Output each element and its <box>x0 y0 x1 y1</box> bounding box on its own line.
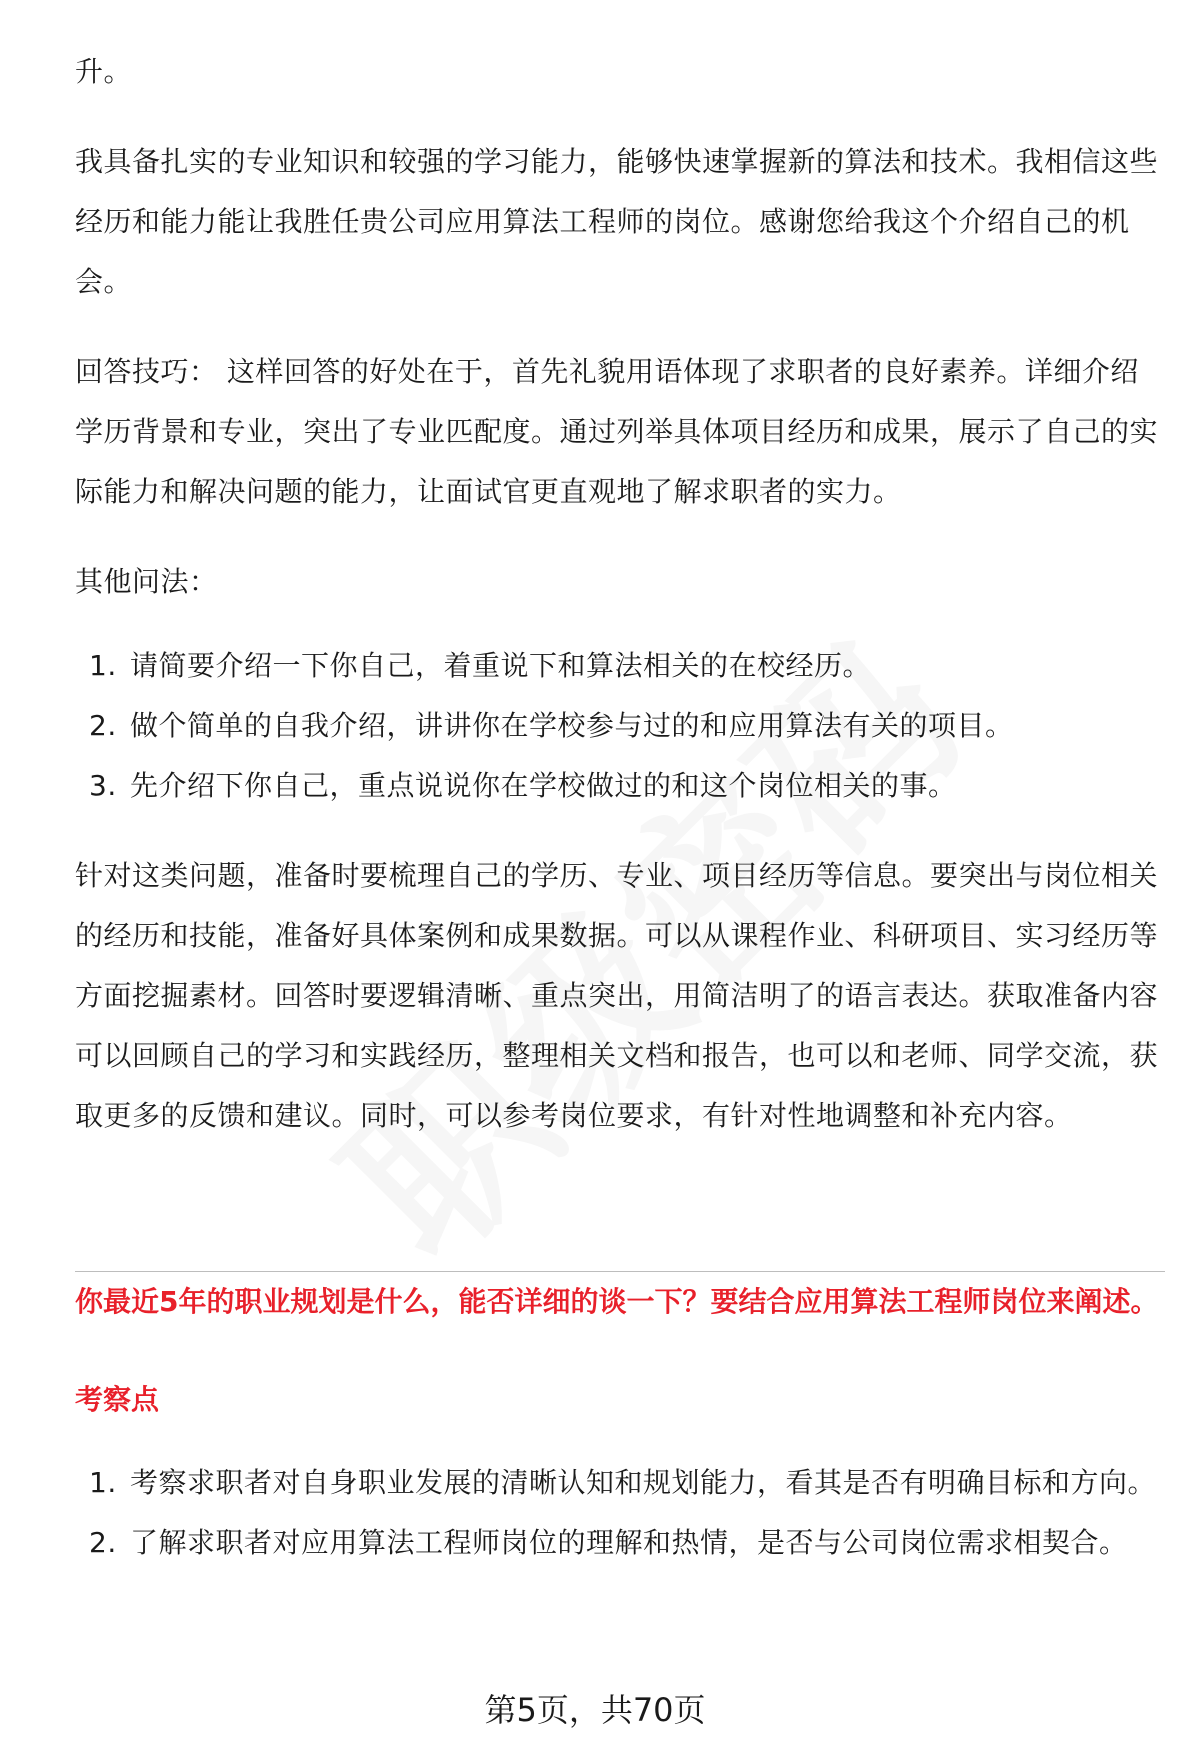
list-item <box>75 1453 1165 1513</box>
list-text: 了解求职者对应用算法工程师岗位的理解和热情，是否与公司岗位需求相契合。 <box>130 1526 1128 1559</box>
interview-question: 你最近5年的职业规划是什么，能否详细的谈一下？要结合应用算法工程师岗位来阐述。 <box>75 1285 1159 1318</box>
preparation-advice: 针对这类问题，准备时要梳理自己的学历、专业、项目经历等信息。要突出与岗位相关的经历和技能，准备好具体案例和成果数据。可以从课程作业、科研项目、实习经历等方面挖掘素材。回答时要逻辑清晰、重点突出，用简洁明了的语言表达。获取准备内容可以回顾自己的学习和实践经历，整理相关文档和报告，也可以和老师、同学交流，获取更多的反馈和建议。同时，可以参考岗位要求，有针对性地调整和补充内容。 <box>75 859 1159 1132</box>
other-questions-heading: 其他问法： <box>75 565 218 598</box>
list-text: 考察求职者对自身职业发展的清晰认知和规划能力，看其是否有明确目标和方向。 <box>130 1466 1157 1499</box>
intro-fragment: 升。 <box>75 55 133 88</box>
list-number: 2. <box>89 1526 117 1559</box>
answer-tips: 回答技巧： 这样回答的好处在于，首先礼貌用语体现了求职者的良好素养。详细介绍学历背景和专业，突出了专业匹配度。通过列举具体项目经历和成果，展示了自己的实际能力和解决问题的能力，让面试官更直观地了解求职者的实力。 <box>75 355 1159 508</box>
list-number: 1. <box>89 1466 117 1499</box>
assessment-points <box>75 1453 1165 1573</box>
assessment-list <box>75 1453 1165 1573</box>
list-text: 先介绍下你自己，重点说说你在学校做过的和这个岗位相关的事。 <box>130 769 957 802</box>
list-item <box>75 636 1165 696</box>
page-number: 第5页，共70页 <box>484 1691 706 1729</box>
list-number: 1. <box>89 649 117 682</box>
list-text: 做个简单的自我介绍，讲讲你在学校参与过的和应用算法有关的项目。 <box>130 709 1014 742</box>
list-item <box>75 1513 1165 1573</box>
assessment-heading: 考察点 <box>75 1383 160 1416</box>
list-text: 请简要介绍一下你自己，着重说下和算法相关的在校经历。 <box>130 649 872 682</box>
list-number: 2. <box>89 709 117 742</box>
list-item <box>75 696 1165 756</box>
list-number: 3. <box>89 769 117 802</box>
section-divider <box>75 1271 1165 1272</box>
intro-closing: 我具备扎实的专业知识和较强的学习能力，能够快速掌握新的算法和技术。我相信这些经历和能力能让我胜任贵公司应用算法工程师的岗位。感谢您给我这个介绍自己的机会。 <box>75 145 1159 298</box>
main-content <box>75 42 1165 1146</box>
list-item <box>75 756 1165 816</box>
other-questions-list <box>75 636 1165 816</box>
